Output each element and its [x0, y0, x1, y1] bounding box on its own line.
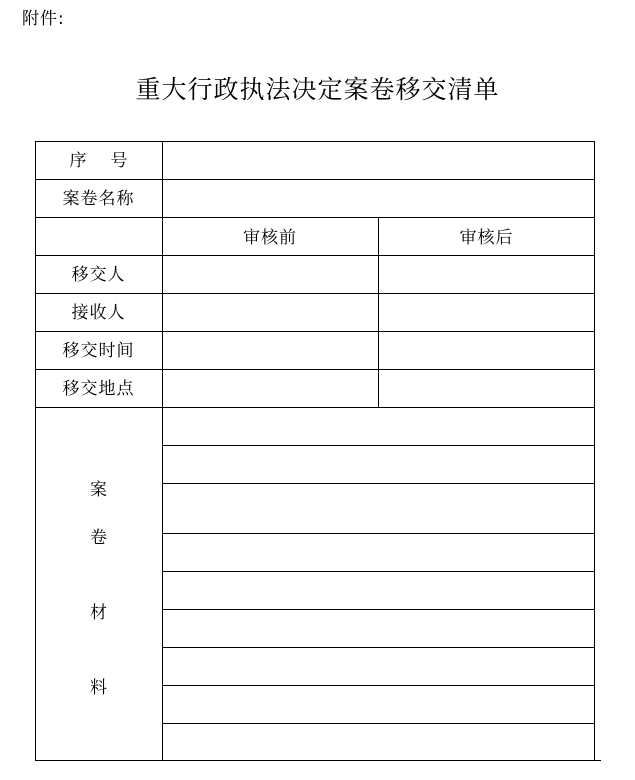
- serial-no-label: 序号: [69, 151, 152, 171]
- row-divider: [35, 293, 595, 294]
- row-divider: [35, 369, 595, 370]
- materials-row-divider: [162, 483, 595, 484]
- attachment-label: 附件:: [22, 9, 65, 29]
- handover-time-label: 移交时间: [62, 341, 135, 361]
- materials-row-divider: [162, 445, 595, 446]
- corner-mark: [595, 760, 601, 761]
- materials-row-divider: [162, 723, 595, 724]
- handover-place-label: 移交地点: [62, 379, 135, 399]
- row-divider: [35, 331, 595, 332]
- before-review-header: 审核前: [243, 228, 297, 248]
- receiver-label: 接收人: [71, 303, 126, 323]
- materials-row-divider: [162, 609, 595, 610]
- case-name-label: 案卷名称: [62, 189, 135, 209]
- document-title: 重大行政执法决定案卷移交清单: [135, 75, 500, 104]
- row-divider: [35, 217, 595, 218]
- row-divider: [35, 179, 595, 180]
- after-review-header: 审核后: [459, 228, 514, 248]
- row-divider: [35, 407, 595, 408]
- materials-label-char: 材: [90, 603, 107, 623]
- materials-row-divider: [162, 685, 595, 686]
- materials-row-divider: [162, 571, 595, 572]
- materials-label-char: 卷: [90, 528, 107, 548]
- row-divider: [35, 255, 595, 256]
- handover-person-label: 移交人: [71, 265, 126, 285]
- materials-label-char: 料: [90, 678, 107, 698]
- materials-label-char: 案: [90, 480, 107, 500]
- materials-row-divider: [162, 533, 595, 534]
- materials-row-divider: [162, 647, 595, 648]
